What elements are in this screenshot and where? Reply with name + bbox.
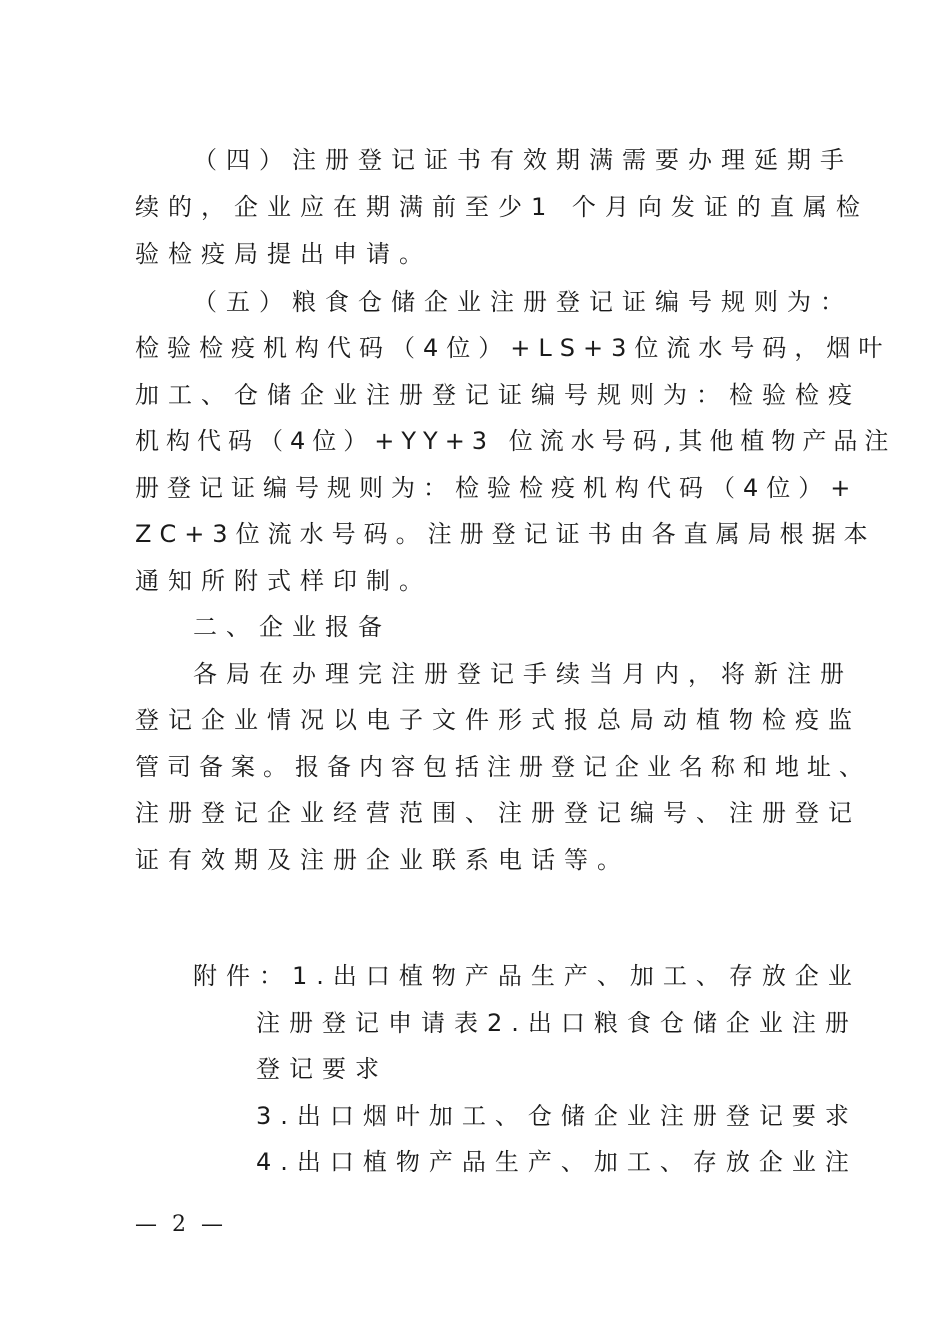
attachments-line-2: 注册登记申请表2.出口粮食仓储企业注册 [256,1009,858,1037]
section2-line-1: 各局在办理完注册登记手续当月内，将新注册 [193,660,853,688]
section2-line-2: 登记企业情况以电子文件形式报总局动植物检疫监 [135,706,861,734]
attachments-line-1: 附件：1.出口植物产品生产、加工、存放企业 [193,962,861,990]
para5-line-3: 加工、仓储企业注册登记证编号规则为：检验检疫 [135,381,861,409]
para5-line-7: 通知所附式样印制。 [135,567,432,595]
para5-line-4: 机构代码（4位）+YY+3 位流水号码,其他植物产品注 [135,427,896,455]
section2-line-5: 证有效期及注册企业联系电话等。 [135,846,630,874]
para5-line-5: 册登记证编号规则为：检验检疫机构代码（4位）+ [135,474,859,502]
para4-line-3: 验检疫局提出申请。 [135,240,432,268]
para5-line-2: 检验检疫机构代码（4位）+LS+3位流水号码，烟叶 [135,334,891,362]
para5-line-6: ZC+3位流水号码。注册登记证书由各直属局根据本 [135,520,876,548]
section2-line-4: 注册登记企业经营范围、注册登记编号、注册登记 [135,799,861,827]
para4-line-2: 续的，企业应在期满前至少1 个月向发证的直属检 [135,193,869,221]
attachments-line-4: 3.出口烟叶加工、仓储企业注册登记要求 [256,1102,858,1130]
section2-heading: 二、企业报备 [193,613,391,641]
attachments-line-5: 4.出口植物产品生产、加工、存放企业注 [256,1148,858,1176]
para4-line-1: （四）注册登记证书有效期满需要办理延期手 [193,146,853,174]
page-number: — 2 — [135,1212,227,1237]
section2-line-3: 管司备案。报备内容包括注册登记企业名称和地址、 [135,753,871,781]
attachments-line-3: 登记要求 [256,1055,388,1083]
para5-line-1: （五）粮食仓储企业注册登记证编号规则为： [193,288,853,316]
